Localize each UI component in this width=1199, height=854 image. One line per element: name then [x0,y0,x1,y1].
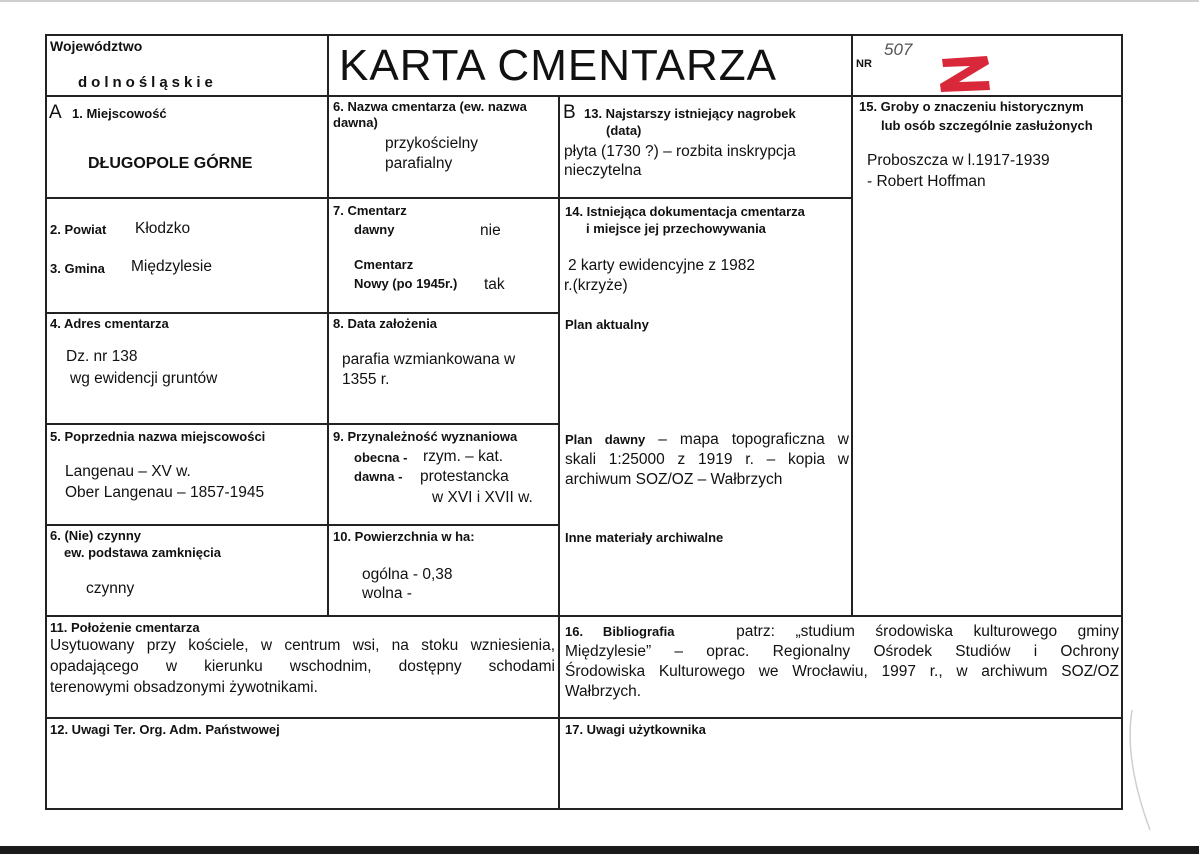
obecna-value: rzym. – kat. [423,448,504,465]
paper-crease-mark [1120,700,1160,840]
bibliografia-line3: Środowiska Kulturowego we Wrocławiu, 1997 r., w archiwum SOZ/OZ [565,663,1119,680]
polozenie-line2: opadającego w kierunku wschodnim, dostępny schodami [50,658,555,675]
divider-row2 [45,312,559,314]
nazwa-line2: parafialny [385,155,453,172]
powierzchnia-ogolna: ogólna - 0,38 [362,566,453,583]
bibliografia-line4: Wałbrzych. [565,683,642,700]
adres-line2: wg ewidencji gruntów [70,370,218,387]
wojewodztwo-label: Województwo [50,38,143,54]
nagrobek-label: 13. Najstarszy istniejący nagrobek [584,106,796,121]
miejscowosc-value: DŁUGOPOLE GÓRNE [88,155,253,172]
uwagi-ter-label: 12. Uwagi Ter. Org. Adm. Państwowej [50,722,280,737]
dawna-label: dawna - [354,469,403,484]
nagrobek-line1: płyta (1730 ?) – rozbita inskrypcja [564,143,796,160]
polozenie-label: 11. Położenie cmentarza [50,620,200,635]
divider-col1 [327,34,329,617]
uwagi-uzytkownika-label: 17. Uwagi użytkownika [565,722,706,737]
data-zalozenia-label: 8. Data założenia [333,316,438,331]
scan-top-edge [0,0,1199,2]
divider-col-nr [851,34,853,617]
polozenie-line3: terenowymi obsadzonymi żywotnikami. [50,679,318,696]
dokumentacja-miejsce-label: i miejsce jej przechowywania [586,221,766,236]
bibliografia-block [565,622,1119,701]
bibliografia-line1 [565,622,1119,641]
page-title: KARTA CMENTARZA [339,41,777,90]
groby-label: 15. Groby o znaczeniu historycznym [859,99,1084,114]
section-a-letter: A [49,102,62,123]
groby-line1: Proboszcza w l.1917-1939 [867,152,1050,169]
miejscowosc-label: 1. Miejscowość [72,106,167,121]
red-z-stamp [937,52,993,94]
wojewodztwo-value: dolnośląskie [78,74,217,91]
powiat-label: 2. Powiat [50,222,107,237]
divider-row1 [45,197,853,199]
bibliografia-line2: Międzylesie” – oprac. Regionalny Ośrodek Studiów i Ochrony [565,643,1119,660]
powierzchnia-wolna: wolna - [362,585,412,602]
adres-label: 4. Adres cmentarza [50,316,169,331]
plan-dawny-line3: archiwum SOZ/OZ – Wałbrzych [565,471,783,488]
inne-materialy-label: Inne materiały archiwalne [565,530,724,545]
polozenie-line1: Usytuowany przy kościele, w centrum wsi, na stoku wzniesienia, [50,637,555,654]
poprzednia-label: 5. Poprzednia nazwa miejscowości [50,429,266,444]
bibliografia-line1-text: patrz: „studium środowiska kulturowego gminy [736,623,1119,640]
dawna-value: protestancka [420,468,509,485]
groby-line2: - Robert Hoffman [867,173,986,190]
data-zalozenia-line2: 1355 r. [342,371,390,388]
scan-bottom-edge [0,846,1199,854]
poprzednia-line2: Ober Langenau – 1857-1945 [65,484,265,501]
plan-dawny-line1-text: – mapa topograficzna w [645,431,849,448]
divider-row6 [45,717,1123,719]
groby-label-2: lub osób szczególnie zasłużonych [881,118,1093,133]
dokumentacja-line1: 2 karty ewidencyjne z 1982 [568,257,755,274]
zamkniecia-label: ew. podstawa zamknięcia [64,545,222,560]
dawny-label: dawny [354,222,395,237]
plan-dawny-line2: skali 1:25000 z 1919 r. – kopia w [565,451,849,468]
powiat-value: Kłodzko [135,220,191,237]
divider-row4 [45,524,559,526]
polozenie-text [50,636,555,697]
nagrobek-data-label: (data) [606,123,642,138]
nr-label: NR [856,58,872,70]
dawny-value: nie [480,222,501,239]
cmentarz2-label: Cmentarz [354,257,414,272]
divider-header [45,95,1123,97]
nowy-label: Nowy (po 1945r.) [354,276,458,291]
czynny-label: 6. (Nie) czynny [50,528,142,543]
bibliografia-label: 16. Bibliografia [565,624,675,639]
plan-dawny-label: Plan dawny [565,432,646,447]
plan-aktualny-label: Plan aktualny [565,317,649,332]
cmentarz-label: 7. Cmentarz [333,203,407,218]
data-zalozenia-line1: parafia wzmiankowana w [342,351,516,368]
czynny-value: czynny [86,580,135,597]
obecna-label: obecna - [354,450,408,465]
section-b-letter: B [563,102,576,123]
plan-dawny-line1 [565,430,849,449]
nr-value: 507 [884,40,913,59]
dawna-value-2: w XVI i XVII w. [432,489,533,506]
przynaleznosc-label: 9. Przynależność wyznaniowa [333,429,518,444]
gmina-value: Międzylesie [131,258,212,275]
dokumentacja-label: 14. Istniejąca dokumentacja cmentarza [565,204,805,219]
nagrobek-line2: nieczytelna [564,162,642,179]
dokumentacja-line2: r.(krzyże) [564,277,628,294]
nazwa-line1: przykościelny [385,135,479,152]
powierzchnia-label: 10. Powierzchnia w ha: [333,529,475,544]
nowy-value: tak [484,276,505,293]
plan-dawny-block [565,430,849,489]
divider-col2 [558,95,560,810]
adres-line1: Dz. nr 138 [66,348,138,365]
gmina-label: 3. Gmina [50,261,105,276]
divider-row5 [45,615,1123,617]
nazwa-label: 6. Nazwa cmentarza (ew. nazwa dawna) [333,99,527,130]
poprzednia-line1: Langenau – XV w. [65,463,191,480]
divider-row3 [45,423,559,425]
